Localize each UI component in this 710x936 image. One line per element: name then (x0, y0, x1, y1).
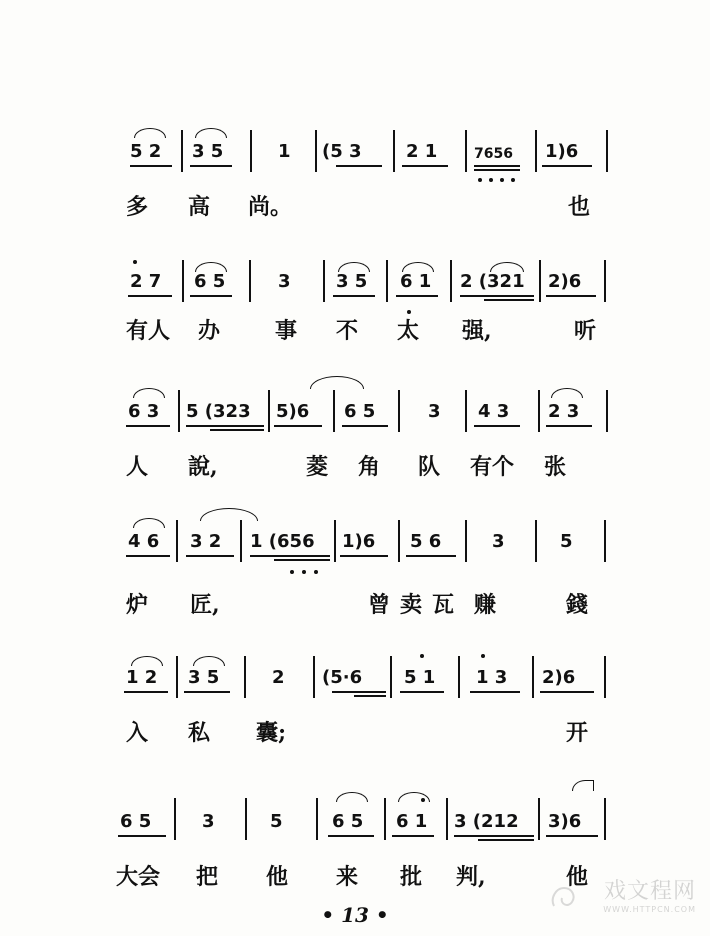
lyric-text: 入 (126, 720, 149, 746)
note-group: 5)6 (276, 401, 310, 422)
lyric-text: 来 (336, 864, 359, 890)
note-group: 6 5 (332, 811, 364, 832)
lyric-text: 把 (196, 864, 219, 890)
note-group: 3 (492, 531, 505, 552)
lyric-text: 大会 (116, 864, 161, 890)
note-group: 5 6 (410, 531, 442, 552)
watermark-url: WWW.HTTPCN.COM (603, 905, 696, 914)
note-group: 2 1 (406, 141, 438, 162)
note-group: 5 (270, 811, 283, 832)
lyric-text: 办 (198, 318, 221, 344)
watermark-title: 戏文程网 (603, 879, 696, 904)
note-group: 5 (323 (186, 401, 251, 422)
lyric-text: 事 (275, 318, 298, 344)
lyric-text: 錢 (566, 592, 589, 618)
note-group: 6 5 (120, 811, 152, 832)
note-group: 6 1 (396, 811, 428, 832)
lyric-text: 人 (126, 454, 149, 480)
note-group: 3 (428, 401, 441, 422)
score-system-3 (0, 372, 710, 482)
page-number: • 13 • (321, 903, 389, 927)
note-group: 4 6 (128, 531, 160, 552)
note-group: 1)6 (545, 141, 579, 162)
note-group: 3 (212 (454, 811, 519, 832)
lyric-text: 說, (188, 454, 218, 480)
lyric-text: 角 (358, 454, 381, 480)
lyric-text: 曾 (368, 592, 391, 618)
lyric-text: 听 (574, 318, 597, 344)
note-group: 3 5 (336, 271, 368, 292)
lyric-text: 张 (544, 454, 567, 480)
lyric-text: 队 (418, 454, 441, 480)
note-group: 2 (321 (460, 271, 525, 292)
lyric-text: 私 (188, 720, 211, 746)
note-group: 2)6 (548, 271, 582, 292)
note-group: 3)6 (548, 811, 582, 832)
score-system-6 (0, 778, 710, 888)
lyric-text: 多 (126, 194, 149, 220)
note-group: (5·6 (322, 667, 363, 688)
lyric-text: 他 (566, 864, 589, 890)
lyric-text: 尚。 (248, 194, 293, 220)
note-group: 3 5 (192, 141, 224, 162)
score-system-4 (0, 500, 710, 618)
lyric-text: 瓦 (432, 592, 455, 618)
note-group: 5 (560, 531, 573, 552)
note-group: 1 (656 (250, 531, 315, 552)
lyric-text: 不 (336, 318, 359, 344)
score-system-2 (0, 250, 710, 360)
note-group: 3 (278, 271, 291, 292)
lyric-text: 卖 (400, 592, 423, 618)
note-group: 7656 (474, 146, 513, 162)
note-group: 2 (272, 667, 285, 688)
lyric-text: 菱 (306, 454, 329, 480)
note-group: 2 3 (548, 401, 580, 422)
note-group: 1 (278, 141, 291, 162)
lyric-text: 强, (462, 318, 492, 344)
note-group: 4 3 (478, 401, 510, 422)
note-group: (5 3 (322, 141, 362, 162)
note-group: 2 7 (130, 271, 162, 292)
site-watermark (603, 874, 696, 914)
note-group: 3 5 (188, 667, 220, 688)
note-group: 6 3 (128, 401, 160, 422)
lyric-text: 他 (266, 864, 289, 890)
lyric-text: 太 (397, 318, 420, 344)
lyric-text: 匠, (190, 592, 220, 618)
lyric-text: 有人 (126, 318, 171, 344)
lyric-text: 判, (456, 864, 486, 890)
lyric-text: 高 (188, 194, 211, 220)
note-group: 6 5 (344, 401, 376, 422)
lyric-text: 批 (400, 864, 423, 890)
note-group: 2)6 (542, 667, 576, 688)
score-system-5 (0, 640, 710, 750)
score-system-1 (0, 120, 710, 230)
note-group: 3 2 (190, 531, 222, 552)
note-group: 1 3 (476, 667, 508, 688)
note-group: 1 2 (126, 667, 158, 688)
note-group: 6 1 (400, 271, 432, 292)
note-group: 6 5 (194, 271, 226, 292)
lyric-text: 开 (566, 720, 589, 746)
note-group: 5 1 (404, 667, 436, 688)
lyric-text: 赚 (474, 592, 497, 618)
lyric-text: 有个 (470, 454, 515, 480)
lyric-text: 囊; (256, 720, 287, 746)
note-group: 5 2 (130, 141, 162, 162)
note-group: 1)6 (342, 531, 376, 552)
lyric-text: 炉 (126, 592, 149, 618)
note-group: 3 (202, 811, 215, 832)
watermark-logo-icon (548, 882, 578, 912)
lyric-text: 也 (568, 194, 591, 220)
